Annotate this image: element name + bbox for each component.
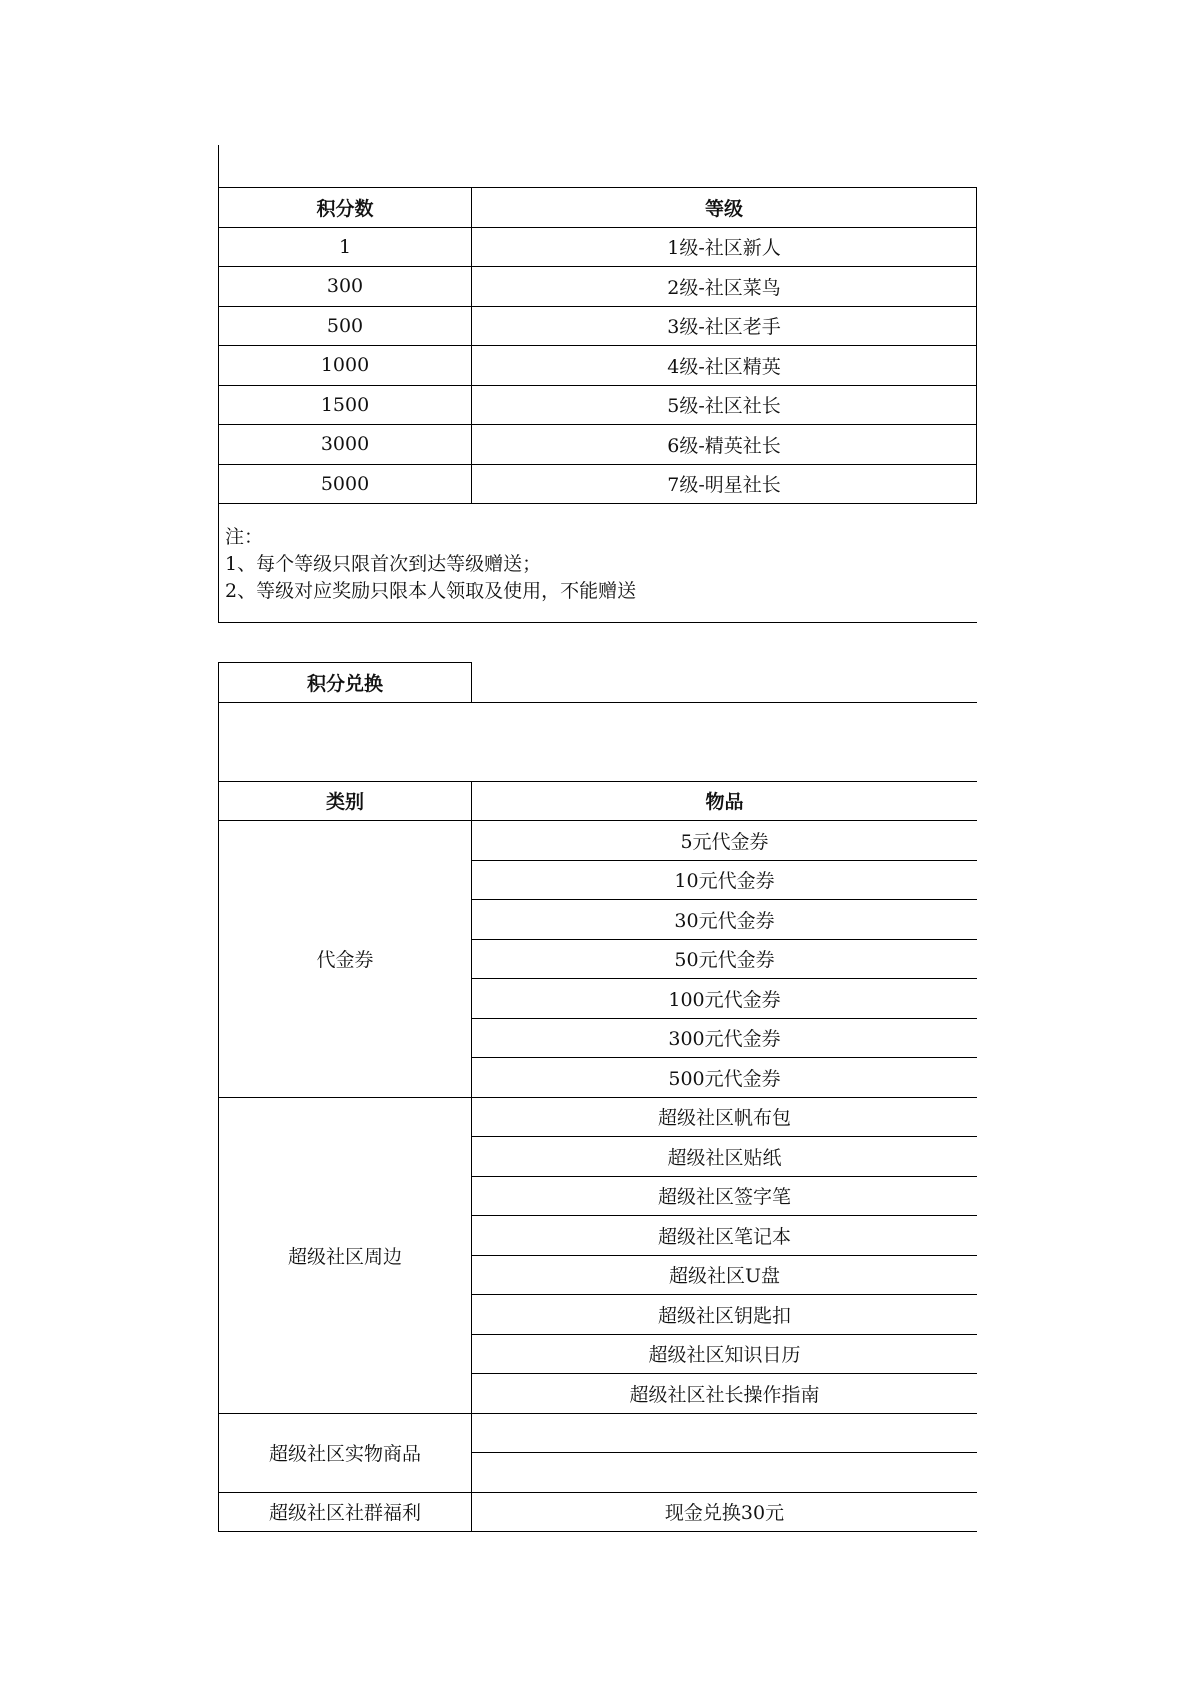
points-cell: 5000 (219, 464, 472, 504)
table-row (219, 1413, 978, 1453)
item-cell: 50元代金券 (472, 939, 978, 979)
item-cell (472, 1453, 978, 1493)
header-category: 类别 (219, 781, 472, 821)
level-cell: 2级-社区菜鸟 (472, 267, 977, 307)
level-cell: 1级-社区新人 (472, 227, 977, 267)
table-row (219, 385, 977, 425)
item-cell: 超级社区笔记本 (472, 1216, 978, 1256)
table-row (219, 1492, 978, 1532)
category-cell: 超级社区周边 (219, 1097, 472, 1413)
category-cell: 超级社区社群福利 (219, 1492, 472, 1532)
item-cell: 现金兑换30元 (472, 1492, 978, 1532)
exchange-title: 积分兑换 (219, 663, 472, 703)
level-table (218, 187, 977, 504)
category-cell: 超级社区实物商品 (219, 1413, 472, 1492)
points-cell: 300 (219, 267, 472, 307)
level-cell: 7级-明星社长 (472, 464, 977, 504)
item-cell: 30元代金券 (472, 900, 978, 940)
left-border-line (218, 145, 219, 187)
header-points: 积分数 (219, 188, 472, 228)
item-cell: 超级社区社长操作指南 (472, 1374, 978, 1414)
note-line: 2、等级对应奖励只限本人领取及使用，不能赠送 (225, 580, 637, 602)
table-row (219, 227, 977, 267)
exchange-title-row (219, 663, 978, 703)
table-row (219, 425, 977, 465)
table-row (219, 1097, 978, 1137)
table-header-row (219, 188, 977, 228)
table-row (219, 267, 977, 307)
empty-cell (219, 702, 978, 781)
points-cell: 1 (219, 227, 472, 267)
header-item: 物品 (472, 781, 978, 821)
points-cell: 500 (219, 306, 472, 346)
notes-section (218, 504, 977, 623)
item-cell: 100元代金券 (472, 979, 978, 1019)
table-row (219, 346, 977, 386)
item-cell: 10元代金券 (472, 860, 978, 900)
points-cell: 1000 (219, 346, 472, 386)
table-row (219, 821, 978, 861)
item-cell: 超级社区签字笔 (472, 1176, 978, 1216)
item-cell: 超级社区贴纸 (472, 1137, 978, 1177)
level-cell: 3级-社区老手 (472, 306, 977, 346)
note-line: 1、每个等级只限首次到达等级赠送； (225, 553, 542, 575)
item-cell: 300元代金券 (472, 1018, 978, 1058)
item-cell: 超级社区帆布包 (472, 1097, 978, 1137)
item-cell: 500元代金券 (472, 1058, 978, 1098)
item-cell: 超级社区钥匙扣 (472, 1295, 978, 1335)
table-row (219, 464, 977, 504)
level-cell: 4级-社区精英 (472, 346, 977, 386)
item-cell: 超级社区U盘 (472, 1255, 978, 1295)
notes-title: 注： (225, 526, 264, 548)
item-cell: 5元代金券 (472, 821, 978, 861)
item-cell (472, 1413, 978, 1453)
table-header-row (219, 781, 978, 821)
header-level: 等级 (472, 188, 977, 228)
item-cell: 超级社区知识日历 (472, 1334, 978, 1374)
points-cell: 1500 (219, 385, 472, 425)
level-cell: 6级-精英社长 (472, 425, 977, 465)
points-cell: 3000 (219, 425, 472, 465)
table-row (219, 306, 977, 346)
empty-cell (472, 663, 978, 703)
blank-row (219, 702, 978, 781)
level-cell: 5级-社区社长 (472, 385, 977, 425)
exchange-table (218, 662, 977, 1532)
category-cell: 代金券 (219, 821, 472, 1098)
